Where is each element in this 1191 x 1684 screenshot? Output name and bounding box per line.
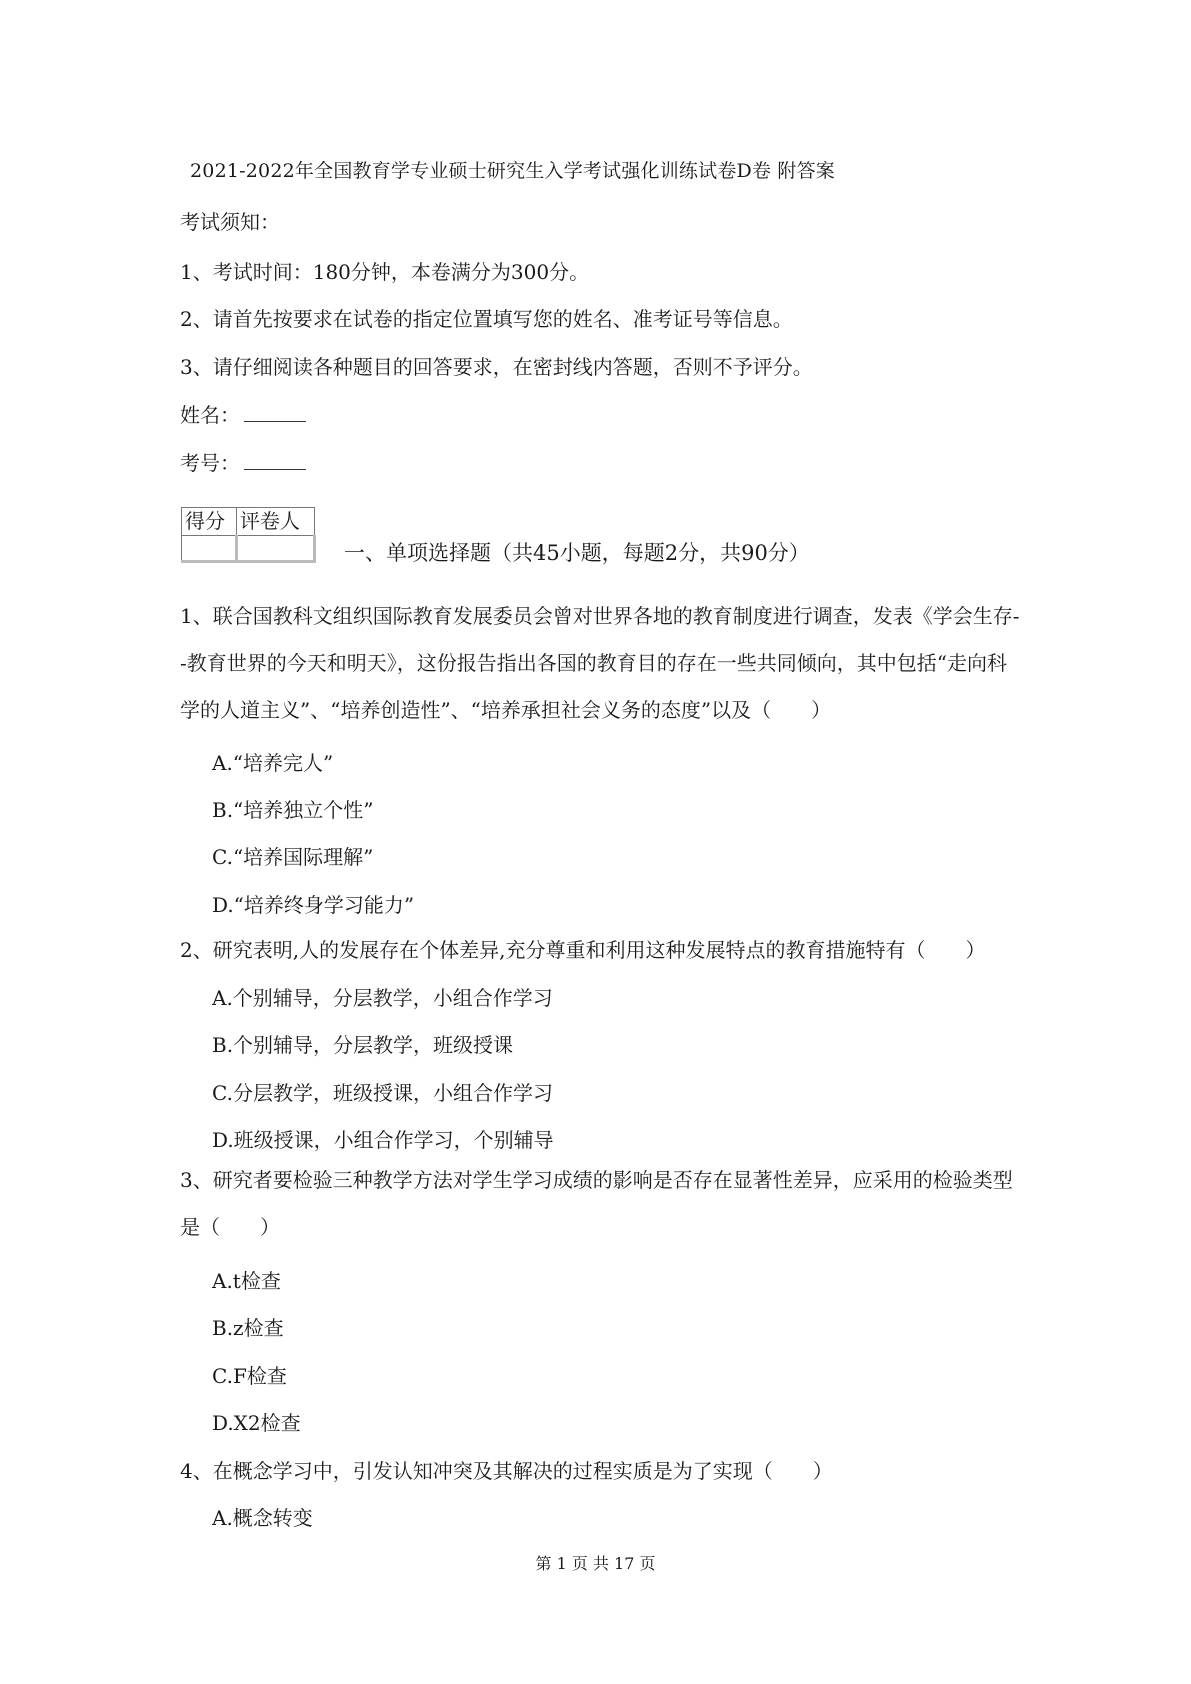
page-footer: 第 1 页 共 17 页 [535,1554,656,1573]
grader-label: 评卷人 [236,508,314,536]
question-1-option-b: B.“培养独立个性” [212,798,374,822]
question-2-option-a: A.个别辅导，分层教学，小组合作学习 [212,986,553,1010]
question-4-option-a: A.概念转变 [212,1506,313,1530]
question-2-option-b: B.个别辅导，分层教学，班级授课 [212,1033,514,1057]
notice-item-3: 3、请仔细阅读各种题目的回答要求，在密封线内答题，否则不予评分。 [180,355,813,379]
question-3-option-a: A.t检查 [212,1269,281,1293]
name-label: 姓名： [180,403,240,427]
question-2-option-d: D.班级授课，小组合作学习，个别辅导 [212,1128,554,1152]
score-box [181,507,316,563]
id-field-row [180,447,306,476]
question-4: 4、在概念学习中，引发认知冲突及其解决的过程实质是为了实现（ ） [180,1459,833,1483]
question-3-option-d: D.X2检查 [212,1411,301,1435]
section-heading: 一、单项选择题（共45小题，每题2分，共90分） [344,541,810,565]
question-3-option-b: B.z检查 [212,1316,284,1340]
question-1-option-a: A.“培养完人” [212,751,334,775]
question-1-option-c: C.“培养国际理解” [212,845,374,869]
question-3-option-c: C.F检查 [212,1364,287,1388]
grader-cell [236,535,314,562]
name-field-row [180,399,306,428]
exam-title: 2021-2022年全国教育学专业硕士研究生入学考试强化训练试卷D卷 附答案 [190,160,836,182]
name-blank[interactable] [244,405,306,422]
question-3: 3、研究者要检验三种教学方法对学生学习成绩的影响是否存在显著性差异，应采用的检验类型是（ ） [180,1168,1013,1239]
notice-item-2: 2、请首先按要求在试卷的指定位置填写您的姓名、准考证号等信息。 [180,307,793,331]
question-1-option-d: D.“培养终身学习能力” [212,893,415,917]
id-label: 考号： [180,451,240,475]
question-2: 2、研究表明,人的发展存在个体差异,充分尊重和利用这种发展特点的教育措施特有（ ） [180,938,986,962]
notice-item-1: 1、考试时间：180分钟，本卷满分为300分。 [180,260,590,284]
question-2-option-c: C.分层教学，班级授课，小组合作学习 [212,1081,553,1105]
score-cell [182,535,237,562]
score-label: 得分 [182,508,237,536]
id-blank[interactable] [244,453,306,470]
question-1: 1、联合国教科文组织国际教育发展委员会曾对世界各地的教育制度进行调查，发表《学会生存--教育世界的今天和明天》，这份报告指出各国的教育目的存在一些共同倾向，其中包括“走向科学的人道主义”、“培养创造性”、“培养承担社会义务的态度”以及（ ） [180,604,1020,722]
notice-heading: 考试须知： [180,210,280,234]
